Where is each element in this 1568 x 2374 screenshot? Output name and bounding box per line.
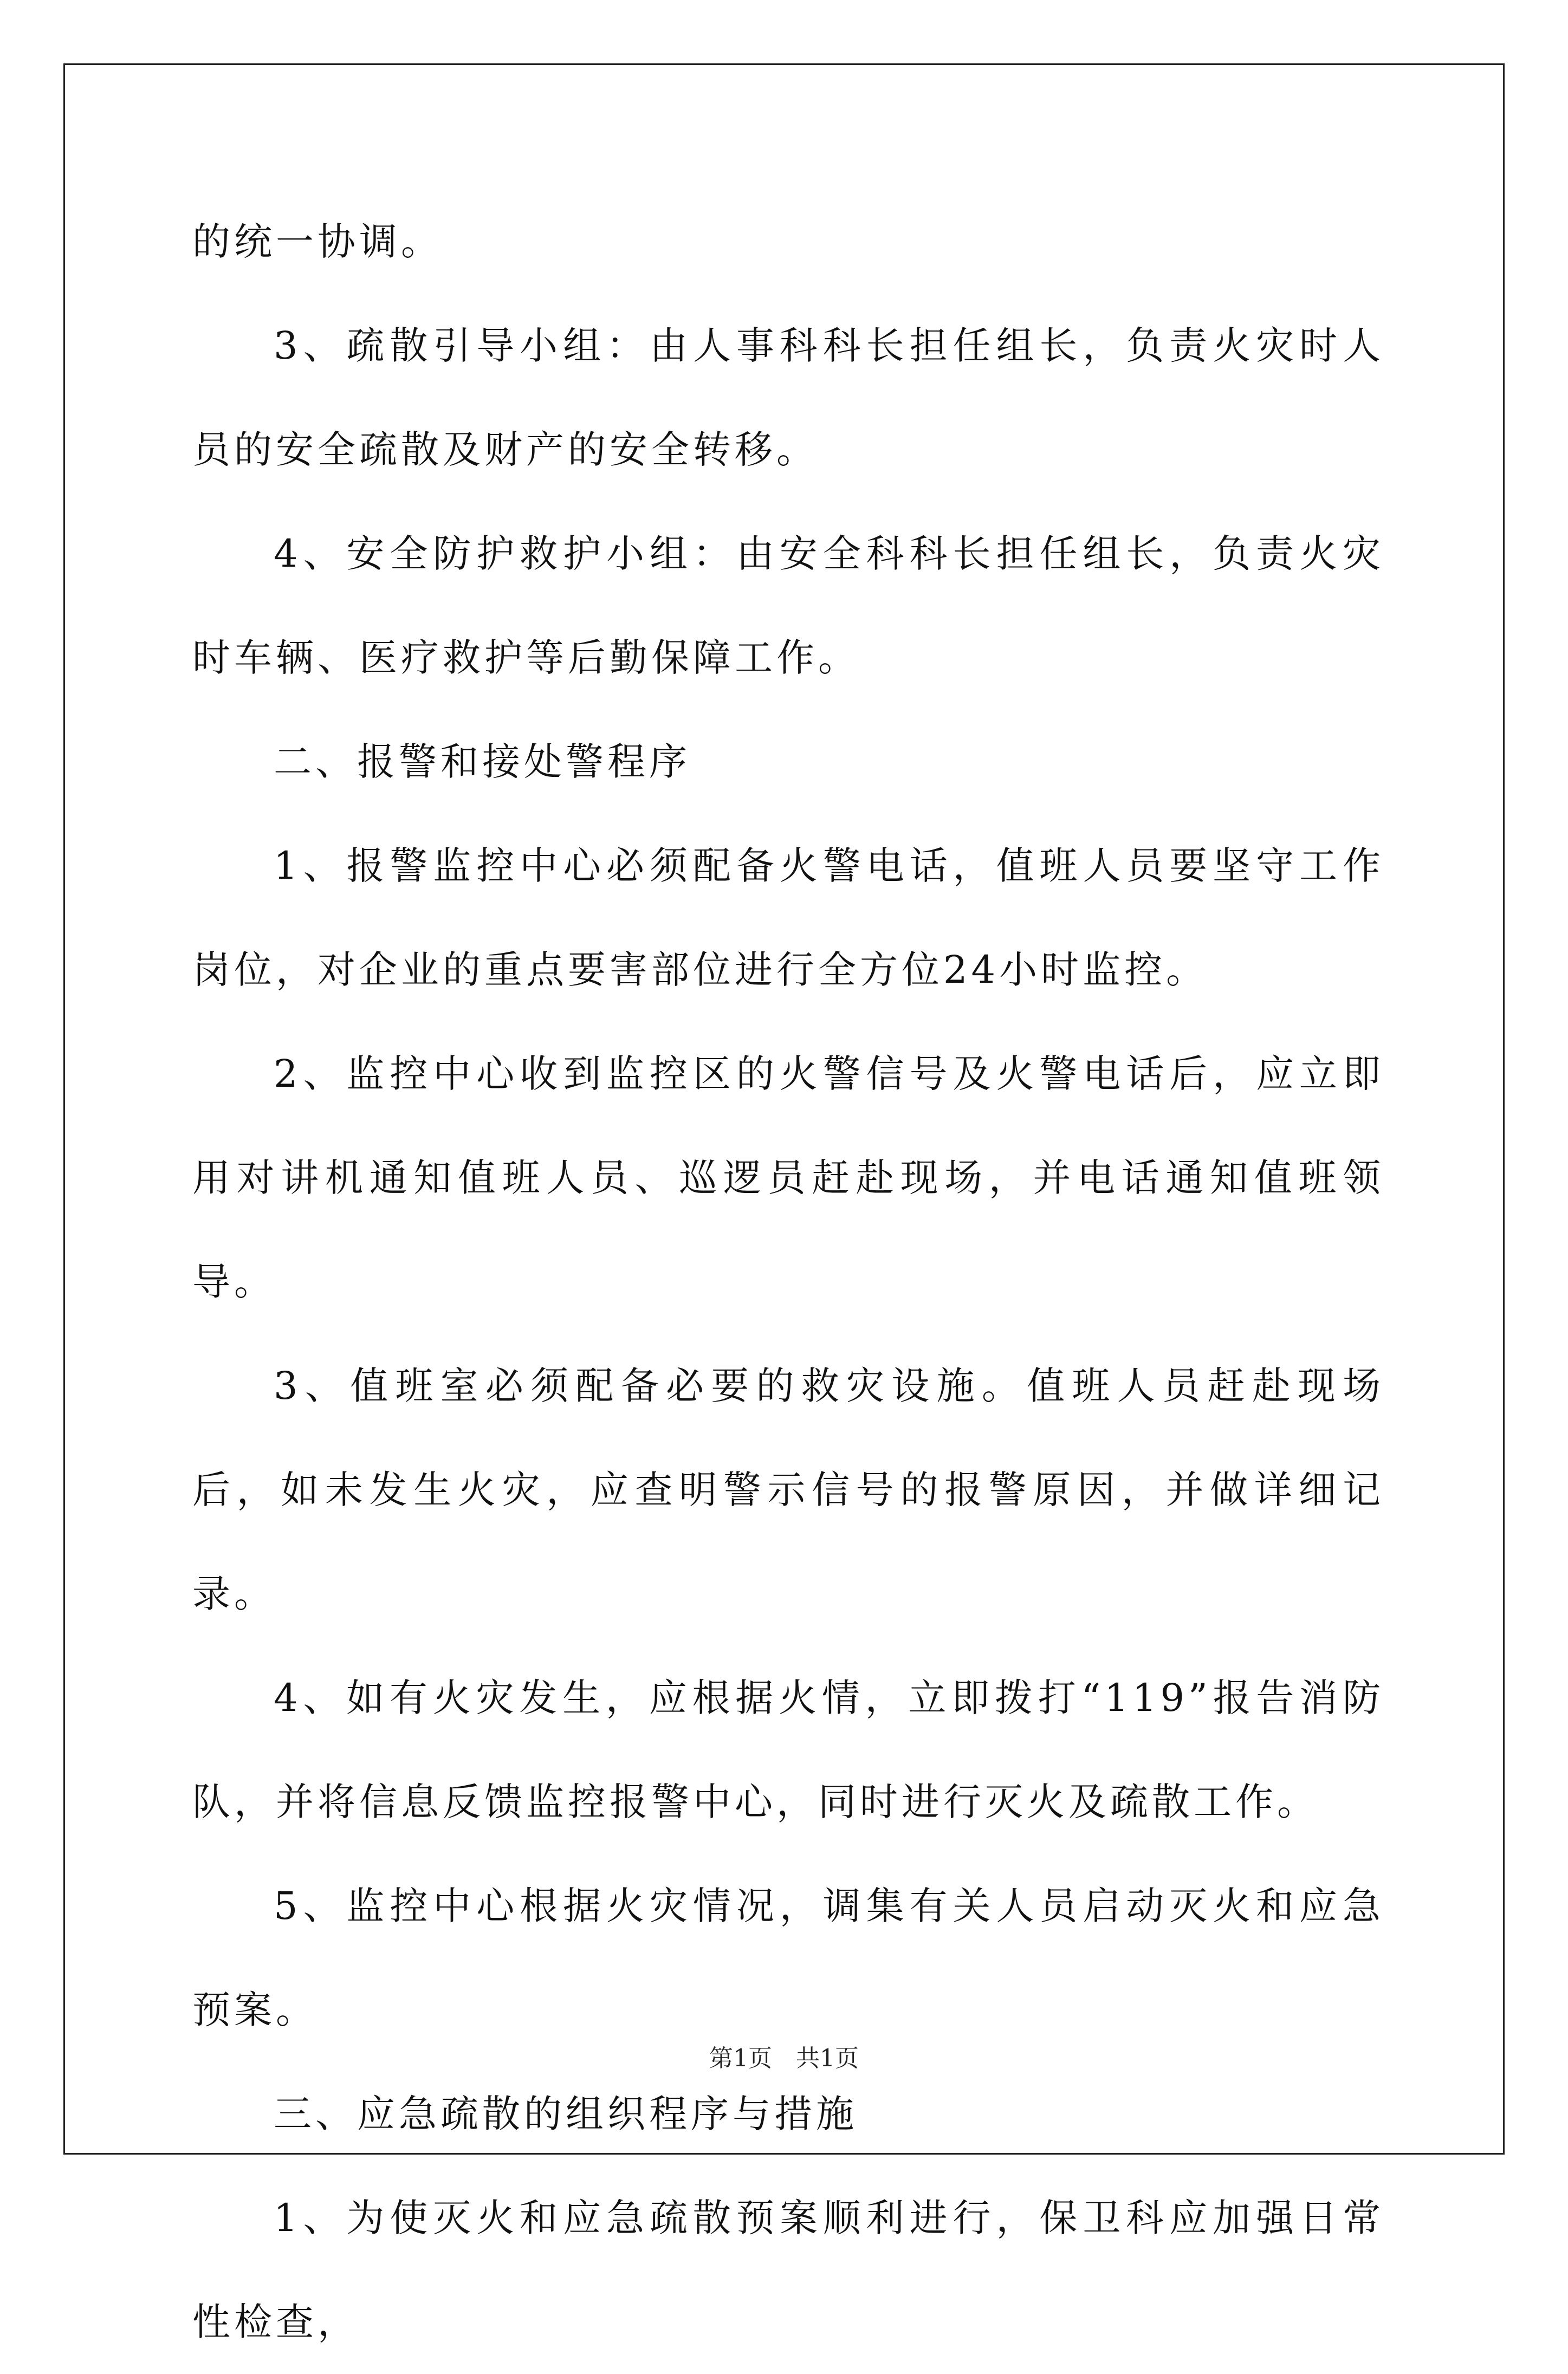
- paragraph-9: 5、监控中心根据火灾情况，调集有关人员启动灭火和应急预案。: [192, 1884, 1384, 2032]
- paragraph-11: 1、为使灭火和应急疏散预案顺利进行，保卫科应加强日常性检查，: [192, 2196, 1384, 2344]
- section-heading-3: 三、应急疏散的组织程序与措施: [274, 2092, 858, 2136]
- paragraph-5: 1、报警监控中心必须配备火警电话，值班人员要坚守工作岗位，对企业的重点要害部位进行全方位24小时监控。: [192, 844, 1384, 992]
- paragraph-1: 的统一协调。: [192, 219, 443, 264]
- paragraph-8: 4、如有火灾发生，应根据火情，立即拨打“119”报告消防队，并将信息反馈监控报警中心，同时进行灭火及疏散工作。: [192, 1676, 1384, 1824]
- paragraph-2: 3、疏散引导小组：由人事科科长担任组长，负责火灾时人员的安全疏散及财产的安全转移。: [192, 323, 1384, 472]
- paragraph-3: 4、安全防护救护小组：由安全科科长担任组长，负责火灾时车辆、医疗救护等后勤保障工作。: [192, 531, 1384, 680]
- section-heading-2: 二、报警和接处警程序: [274, 740, 691, 784]
- page-number-footer: 第1页 共1页: [709, 2045, 859, 2072]
- paragraph-7: 3、值班室必须配备必要的救灾设施。值班人员赶赴现场后，如未发生火灾，应查明警示信号的报警原因，并做详细记录。: [192, 1364, 1384, 1616]
- paragraph-6: 2、监控中心收到监控区的火警信号及火警电话后，应立即用对讲机通知值班人员、巡逻员赶赴现场，并电话通知值班领导。: [192, 1052, 1384, 1304]
